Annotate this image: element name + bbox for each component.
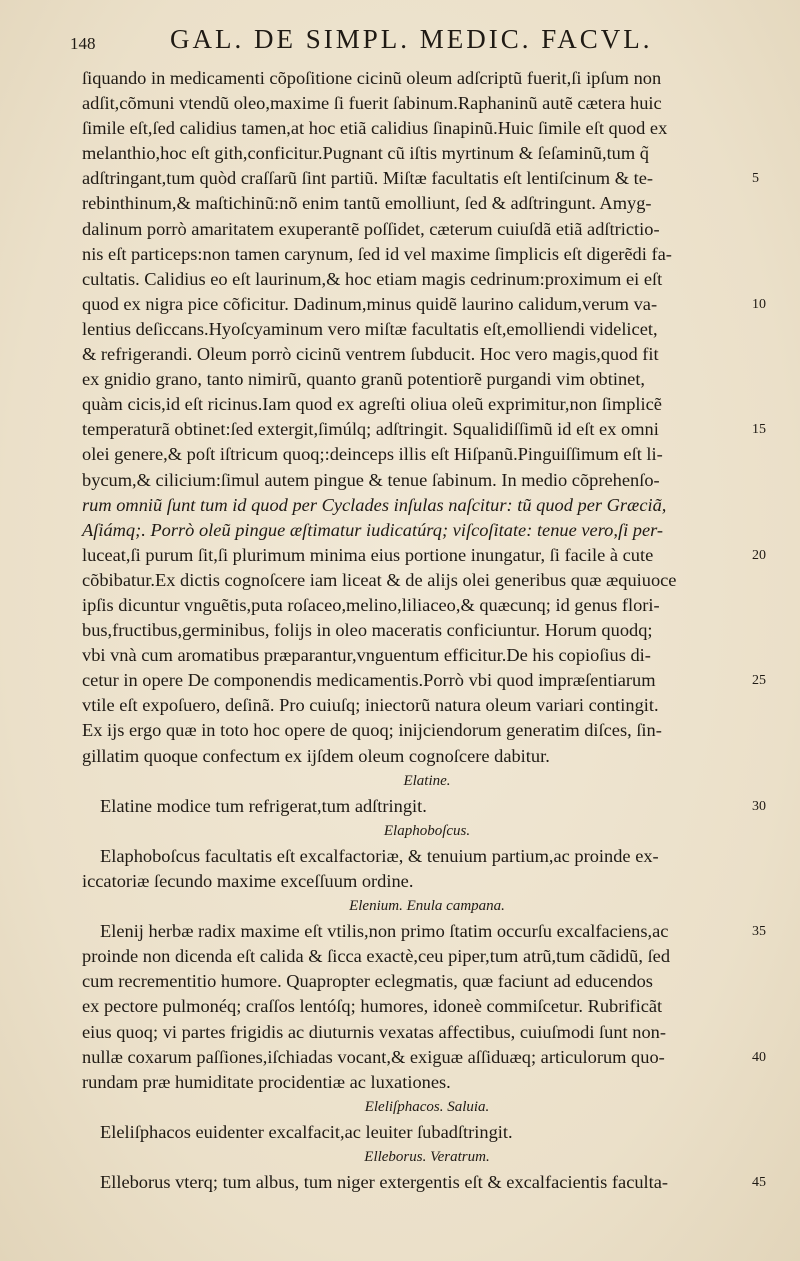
line-text: adſit,cõmuni vtendũ oleo,maxime ſi fuerit ſabinum.Raphaninũ autẽ cætera huic bbox=[82, 93, 662, 114]
line-text: Elatine. bbox=[403, 772, 451, 789]
text-line bbox=[82, 1120, 772, 1145]
line-text: vtile eſt expoſuero, deſinã. Pro cuiuſq; iniectorũ natura oleum variari contingit. bbox=[82, 695, 659, 716]
line-text: cetur in opere De componendis medicamentis.Porrò vbi quod impræſentiarum bbox=[82, 670, 656, 691]
line-text: Elleborus vterq; tum albus, tum niger extergentis eſt & excalfacientis faculta- bbox=[100, 1172, 669, 1193]
line-text: & refrigerandi. Oleum porrò cicinũ ventrem ſubducit. Hoc vero magis,quod fit bbox=[82, 344, 659, 365]
line-text: Elaphoboſcus. bbox=[383, 822, 471, 839]
text-line bbox=[82, 994, 772, 1019]
line-number: 5 bbox=[752, 171, 759, 187]
text-line bbox=[82, 593, 772, 618]
line-text: Elleborus. Veratrum. bbox=[364, 1149, 490, 1166]
section-heading bbox=[82, 819, 772, 844]
line-text: gillatim quoque confectum ex ijſdem oleum cognoſcere dabitur. bbox=[82, 745, 550, 766]
line-text: nis eſt particeps:non tamen carynum, ſed id vel maxime ſimplicis eſt digerẽdi fa- bbox=[82, 243, 672, 264]
line-text: proinde non dicenda eſt calida & ſicca exactè,ceu piper,tum atrũ,tum cãdidũ, ſed bbox=[82, 946, 671, 967]
line-text: bus,fructibus,germinibus, folijs in oleo maceratis conficiuntur. Horum quodq; bbox=[82, 620, 653, 641]
running-title: GAL. DE SIMPL. MEDIC. FACVL. bbox=[170, 24, 653, 54]
line-text: cum recrementitio humore. Quapropter eclegmatis, quæ faciunt ad educendos bbox=[82, 971, 653, 992]
line-text: eius quoq; vi partes frigidis ac diuturnis vexatas affectibus, cuiuſmodi ſunt non- bbox=[82, 1021, 666, 1042]
page-body bbox=[82, 66, 772, 1195]
text-line bbox=[82, 141, 772, 166]
line-text: cultatis. Calidius eo eſt laurinum,& hoc etiam magis cedrinum:proximum ei eſt bbox=[82, 268, 663, 289]
text-line bbox=[82, 442, 772, 467]
line-text: ipſis dicuntur vnguẽtis,puta roſaceo,melino,liliaceo,& quæcunq; id genus flori- bbox=[82, 594, 660, 615]
text-line bbox=[82, 568, 772, 593]
text-line bbox=[82, 242, 772, 267]
text-line bbox=[82, 718, 772, 743]
line-text: cõbibatur.Ex dictis cognoſcere iam liceat & de alijs olei generibus quæ æquiuoce bbox=[82, 569, 677, 590]
line-text: rebinthinum,& maſtichinũ:nõ enim tantũ emolliunt, ſed & adſtringunt. Amyg- bbox=[82, 193, 652, 214]
line-number: 40 bbox=[752, 1049, 766, 1065]
text-line bbox=[82, 468, 772, 493]
line-text: Eleliſphacos euidenter excalfacit,ac leuiter ſubadſtringit. bbox=[100, 1121, 513, 1142]
line-text: ſiquando in medicamenti cõpoſitione cicinũ oleum adſcriptũ fuerit,ſi ipſum non bbox=[82, 68, 662, 88]
text-line bbox=[82, 794, 772, 819]
line-number: 25 bbox=[752, 673, 766, 689]
text-line bbox=[82, 166, 772, 191]
text-line bbox=[82, 342, 772, 367]
text-line bbox=[82, 493, 772, 518]
line-text: ſimile eſt,ſed calidius tamen,at hoc etiã calidius ſinapinũ.Huic ſimile eſt quod ex bbox=[82, 118, 668, 139]
line-number: 45 bbox=[752, 1175, 766, 1191]
line-text: ex gnidio grano, tanto nimirũ, quanto granũ potentiorẽ purgandi vim obtinet, bbox=[82, 369, 646, 390]
text-line bbox=[82, 417, 772, 442]
text-line bbox=[82, 919, 772, 944]
text-line bbox=[82, 969, 772, 994]
line-text: rundam præ humiditate procidentiæ ac luxationes. bbox=[82, 1071, 451, 1092]
line-text: nullæ coxarum paſſiones,iſchiadas vocant,& exiguæ aſſiduæq; articulorum quo- bbox=[82, 1046, 665, 1067]
text-line bbox=[82, 191, 772, 216]
text-line bbox=[82, 1070, 772, 1095]
line-text: vbi vnà cum aromatibus præparantur,vnguentum efficitur.De his copioſius di- bbox=[82, 645, 651, 666]
section-heading bbox=[82, 1095, 772, 1120]
text-line bbox=[82, 643, 772, 668]
line-text: Elenij herbæ radix maxime eſt vtilis,non primo ſtatim occurſu excalfaciens,ac bbox=[100, 921, 669, 942]
text-line bbox=[82, 91, 772, 116]
line-number: 15 bbox=[752, 422, 766, 438]
line-number: 20 bbox=[752, 547, 766, 563]
text-line bbox=[82, 1020, 772, 1045]
text-line bbox=[82, 66, 772, 91]
page-number: 148 bbox=[70, 34, 96, 53]
line-text: Eleliſphacos. Saluia. bbox=[364, 1098, 490, 1115]
line-text: rum omniũ ſunt tum id quod per Cyclades inſulas naſcitur: tũ quod per Græciã, bbox=[82, 494, 667, 515]
line-number: 10 bbox=[752, 296, 766, 312]
text-line bbox=[82, 668, 772, 693]
line-text: Aſiámq;. Porrò oleũ pingue æſtimatur iudicatúrq; viſcoſitate: tenue vero,ſi per- bbox=[82, 519, 664, 540]
text-line bbox=[82, 116, 772, 141]
line-text: olei genere,& poſt iſtricum quoq;:deinceps illis eſt Hiſpanũ.Pinguiſſimum eſt li- bbox=[82, 444, 663, 465]
line-text: quàm cicis,id eſt ricinus.Iam quod ex agreſti oliua oleũ exprimitur,non ſimplicẽ bbox=[82, 394, 662, 415]
line-text: iccatoriæ ſecundo maxime exceſſuum ordine. bbox=[82, 871, 414, 891]
line-text: bycum,& cilicium:ſimul autem pingue & tenue ſabinum. In medio cõprehenſo- bbox=[82, 469, 660, 490]
text-line bbox=[82, 518, 772, 543]
line-text: Ex ijs ergo quæ in toto hoc opere de quoq; inijciendorum generatim diſces, ſin- bbox=[82, 720, 662, 741]
text-line bbox=[82, 392, 772, 417]
text-line bbox=[82, 1170, 772, 1195]
text-line bbox=[82, 317, 772, 342]
text-line bbox=[82, 869, 772, 894]
line-text: Elenium. Enula campana. bbox=[349, 898, 505, 915]
section-heading bbox=[82, 769, 772, 794]
text-line bbox=[82, 292, 772, 317]
section-heading bbox=[82, 894, 772, 919]
line-text: Elaphoboſcus facultatis eſt excalfactoriæ, & tenuium partium,ac proinde ex- bbox=[100, 845, 659, 866]
line-text: temperaturã obtinet:ſed extergit,ſimúlq; adſtringit. Squalidiſſimũ id eſt ex omni bbox=[82, 419, 659, 440]
page-header bbox=[70, 22, 770, 62]
text-line bbox=[82, 1045, 772, 1070]
text-line bbox=[82, 217, 772, 242]
line-text: lentius deſiccans.Hyoſcyaminum vero miſtæ facultatis eſt,emolliendi videlicet, bbox=[82, 318, 658, 339]
section-heading bbox=[82, 1145, 772, 1170]
text-line bbox=[82, 844, 772, 869]
text-line bbox=[82, 618, 772, 643]
line-text: dalinum porrò amaritatem exuperantẽ poſſidet, cæterum cuiuſdã etiã adſtrictio- bbox=[82, 218, 660, 239]
line-text: adſtringant,tum quòd craſſarũ ſint partiũ. Miſtæ facultatis eſt lentiſcinum & te- bbox=[82, 168, 653, 189]
line-number: 35 bbox=[752, 924, 766, 940]
line-text: luceat,ſi purum ſit,ſi plurimum minima eius portione inungatur, ſi facile à cute bbox=[82, 544, 654, 565]
text-line bbox=[82, 543, 772, 568]
line-text: melanthio,hoc eſt gith,conficitur.Pugnant cũ iſtis myrtinum & ſeſaminũ,tum q̃ bbox=[82, 143, 649, 164]
line-number: 30 bbox=[752, 798, 766, 814]
line-text: Elatine modice tum refrigerat,tum adſtringit. bbox=[100, 795, 427, 816]
text-line bbox=[82, 744, 772, 769]
text-line bbox=[82, 944, 772, 969]
line-text: quod ex nigra pice cõficitur. Dadinum,minus quidẽ laurino calidum,verum va- bbox=[82, 293, 658, 314]
text-line bbox=[82, 693, 772, 718]
text-line bbox=[82, 367, 772, 392]
line-text: ex pectore pulmonéq; craſſos lentóſq; humores, idoneè commiſcetur. Rubrificãt bbox=[82, 996, 663, 1017]
text-line bbox=[82, 267, 772, 292]
